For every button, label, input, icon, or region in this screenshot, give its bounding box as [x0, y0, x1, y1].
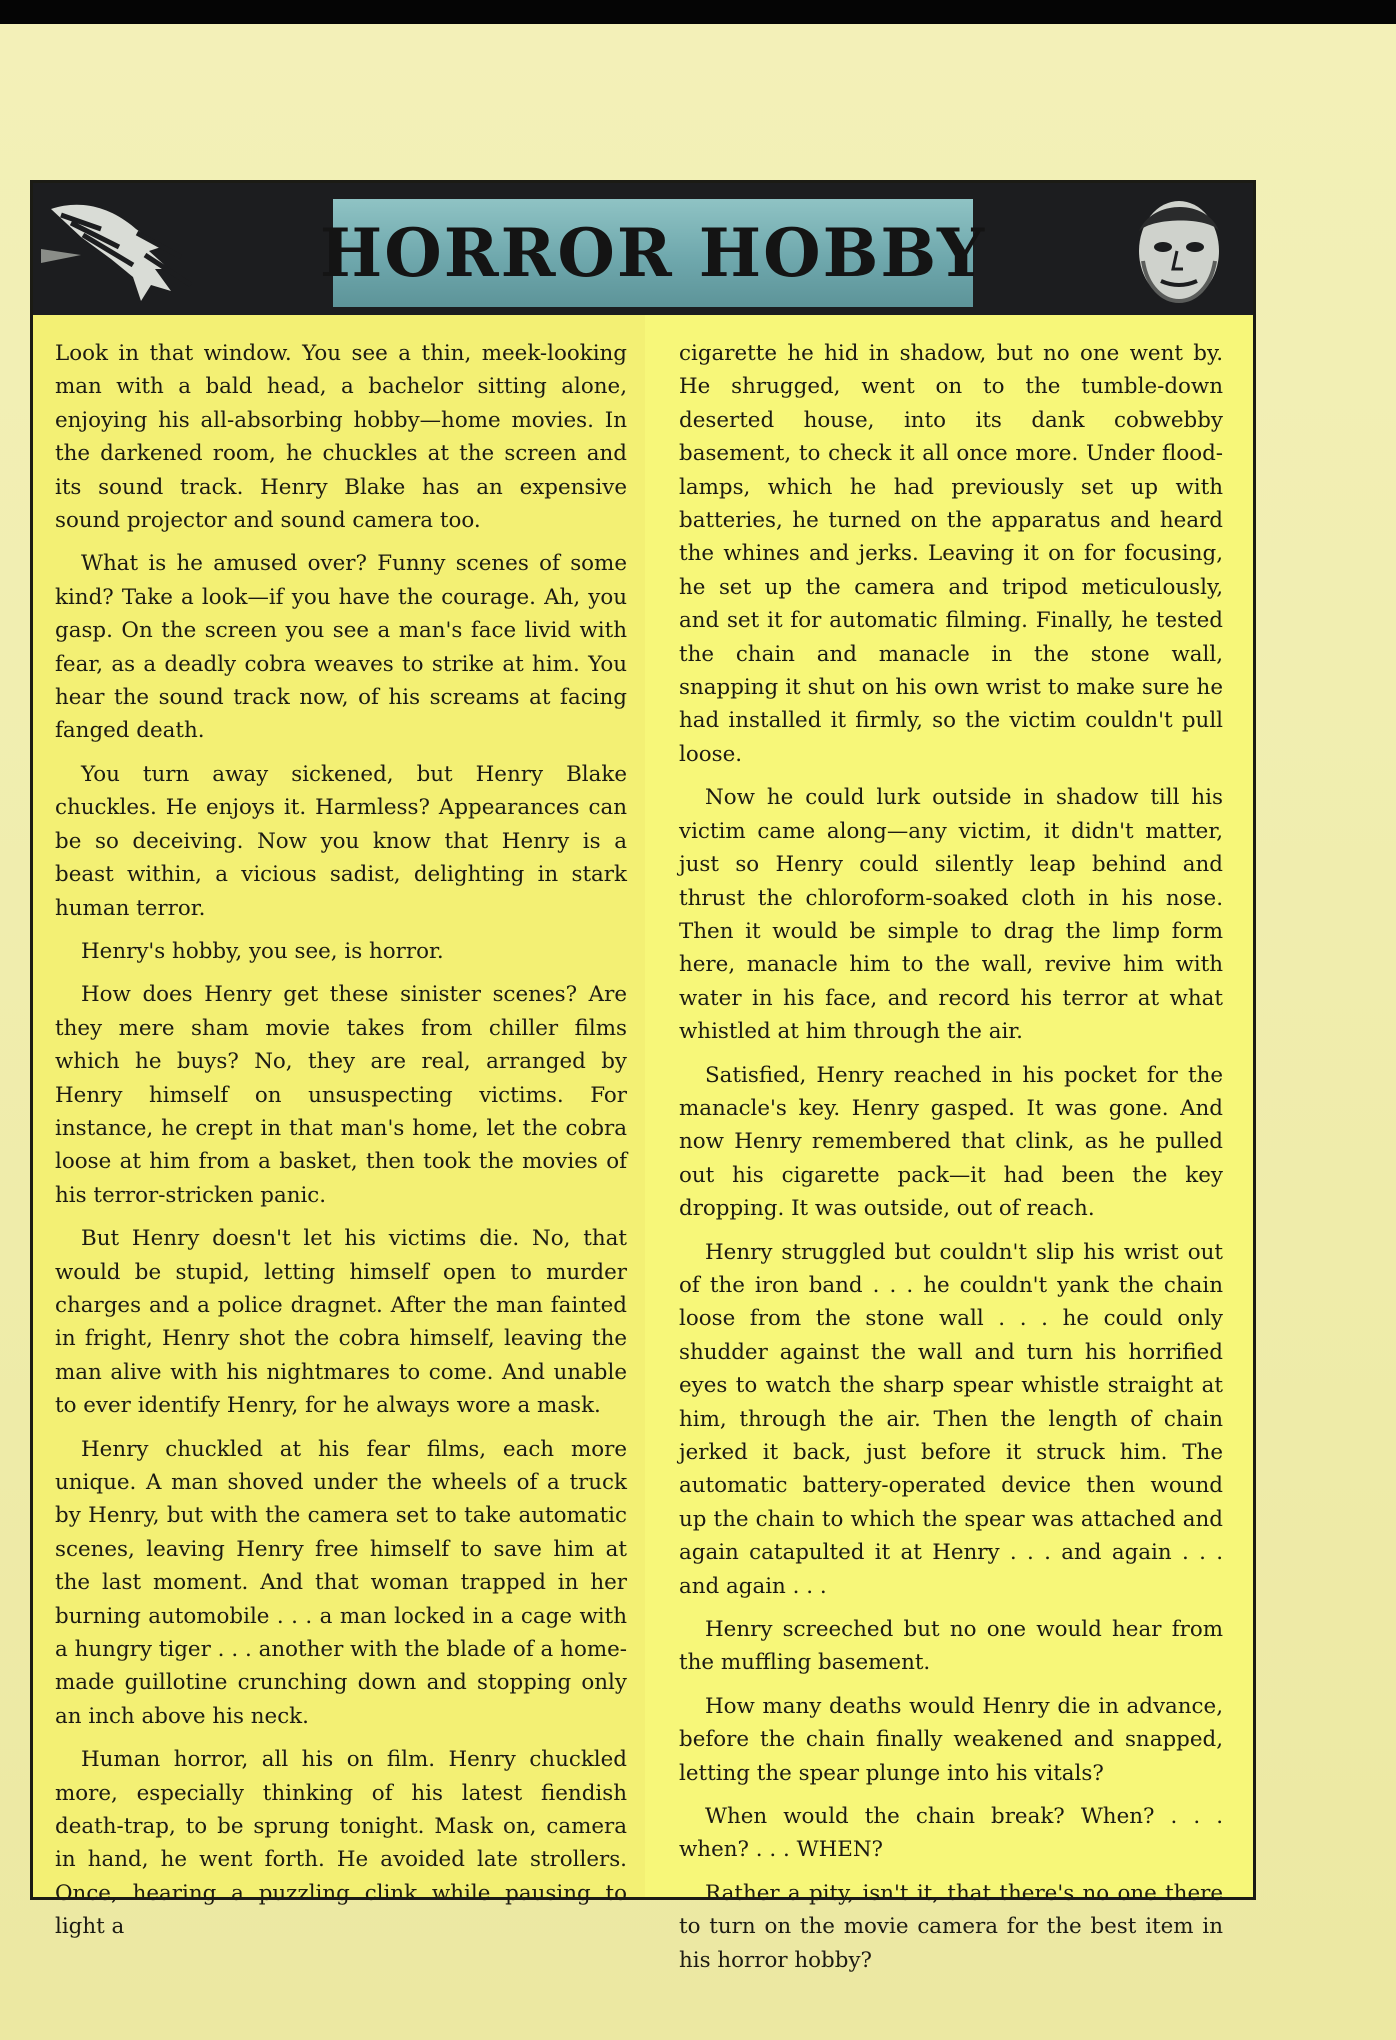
clawed-hand-icon: [41, 189, 221, 309]
paragraph: What is he amused over? Funny scenes of some kind? Take a look—if you have the courage. Ah, you gasp. On the screen you see a man's face livid with fear, as a deadly cobra weaves to strike at him. You hear the sound track now, of his screams at facing fanged death.: [55, 551, 627, 744]
paragraph: When would the chain break? When? . . . when? . . . WHEN?: [679, 1804, 1223, 1863]
paragraph: But Henry doesn't let his victims die. No, that would be stupid, letting himself open to murder charges and a police dragnet. After the man fainted in fright, Henry shot the cobra himself, leaving the man alive with his nightmares to come. And unable to ever identify Henry, for he always wore a mask.: [55, 1226, 627, 1419]
paragraph: cigarette he hid in shadow, but no one went by. He shrugged, went on to the tumble-down deserted house, into its dank cobwebby basement, to check it all once more. Under flood-lamps, which he had previously set up with batteries, he turned on the apparatus and heard the whines and jerks. Leaving it on for focusing, he set up the camera and tripod meticulously, and set it for automatic filming. Finally, he tested the chain and manacle in the stone wall, snapping it shut on his own wrist to make sure he had installed it firmly, so the victim couldn't pull loose.: [679, 341, 1223, 767]
title-banner: [33, 183, 1253, 315]
story-frame: [30, 180, 1256, 1973]
page-title: HORROR HOBBY: [319, 214, 987, 292]
paragraph: How many deaths would Henry die in advance, before the chain finally weakened and snapped, letting the spear plunge into his vitals?: [679, 1693, 1223, 1786]
paragraph: Henry's hobby, you see, is horror.: [81, 938, 444, 964]
story-column-left: [33, 315, 645, 1940]
sinister-face-icon: [1113, 191, 1243, 309]
paragraph: Human horror, all his on film. Henry chuckled more, especially thinking of his latest fiendish death-trap, to be sprung tonight. Mask on, camera in hand, he went forth. He avoided late strollers. Once, hearing a puzzling clink while pausing to light a: [55, 1747, 627, 1940]
paragraph: Look in that window. You see a thin, meek-looking man with a bald head, a bachelor sitting alone, enjoying his all-absorbing hobby—home movies. In the darkened room, he chuckles at the screen and its sound track. Henry Blake has an expensive sound projector and sound camera too.: [55, 341, 627, 534]
paragraph: Satisfied, Henry reached in his pocket for the manacle's key. Henry gasped. It was gone. And now Henry remembered that clink, as he pulled out his cigarette pack—it had been the key dropping. It was outside, out of reach.: [679, 1062, 1223, 1222]
paragraph: Now he could lurk outside in shadow till his victim came along—any victim, it didn't matter, just so Henry could silently leap behind and thrust the chloroform-soaked cloth in his nose. Then it would be simple to drag the limp form here, manacle him to the wall, revive him with water in his face, and record his terror at what whistled at him through the air.: [679, 785, 1223, 1045]
story-column-right: [645, 315, 1253, 1973]
paragraph: Henry struggled but couldn't slip his wrist out of the iron band . . . he couldn't yank the chain loose from the stone wall . . . he could only shudder against the wall and turn his horrified eyes to watch the sharp spear whistle straight at him, through the air. Then the length of chain jerked it back, just before it struck him. The automatic battery-operated device then wound up the chain to which the spear was attached and again catapulted it at Henry . . . and again . . . and again . . .: [679, 1239, 1223, 1599]
story-columns: [33, 315, 1253, 1973]
paragraph: How does Henry get these sinister scenes? Are they mere sham movie takes from chiller films which he buys? No, they are real, arranged by Henry himself on unsuspecting victims. For instance, he crept in that man's home, let the cobra loose at him from a basket, then took the movies of his terror-stricken panic.: [55, 982, 627, 1208]
banner-title-panel: [319, 199, 987, 307]
top-black-strip: [0, 0, 1396, 24]
paragraph: Rather a pity, isn't it, that there's no one there to turn on the movie camera for the best item in his horror hobby?: [679, 1880, 1223, 1973]
paragraph: You turn away sickened, but Henry Blake chuckles. He enjoys it. Harmless? Appearances can be so deceiving. Now you know that Henry is a beast within, a vicious sadist, delighting in stark human terror.: [55, 761, 627, 921]
paragraph: Henry chuckled at his fear films, each more unique. A man shoved under the wheels of a truck by Henry, but with the camera set to take automatic scenes, leaving Henry free himself to save him at the last moment. And that woman trapped in her burning automobile . . . a man locked in a cage with a hungry tiger . . . another with the blade of a home-made guillotine crunching down and stopping only an inch above his neck.: [55, 1436, 627, 1729]
paragraph: Henry screeched but no one would hear from the muffling basement.: [679, 1617, 1223, 1676]
